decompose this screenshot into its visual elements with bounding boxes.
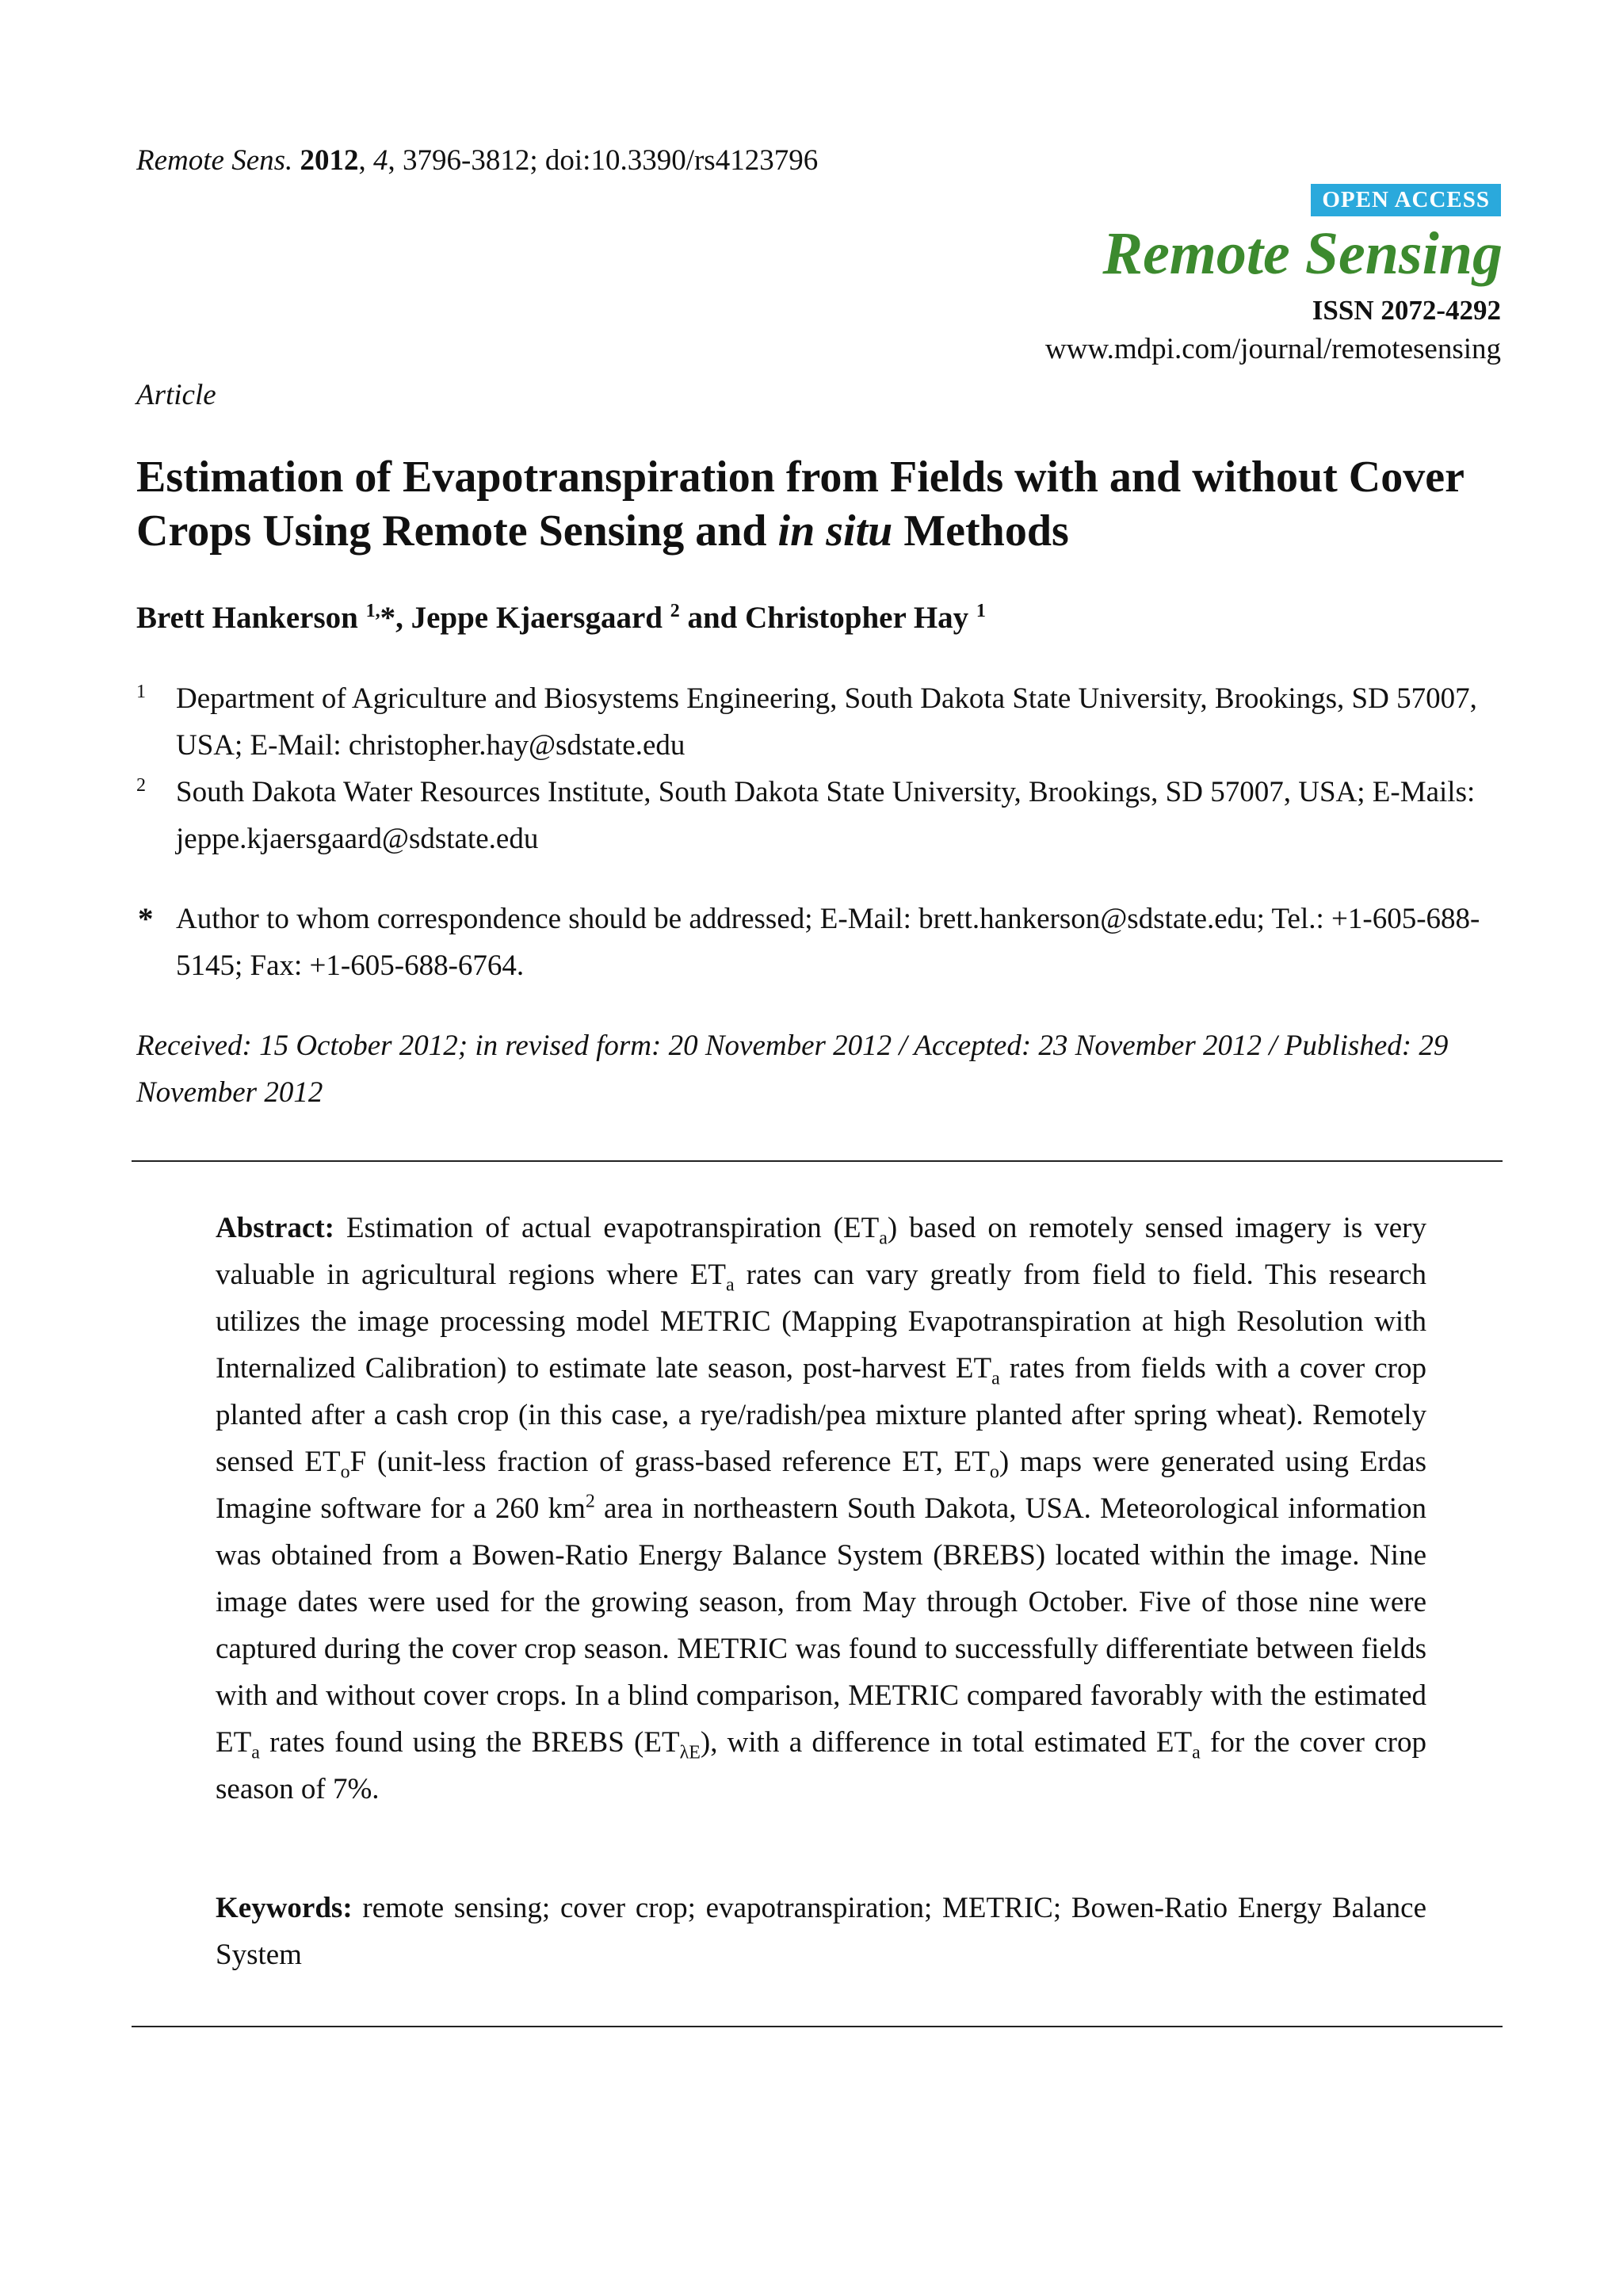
subscript: a <box>251 1742 260 1763</box>
author-affil-sup: 1 <box>976 601 986 621</box>
journal-name: Remote Sensing <box>1102 220 1503 287</box>
author-name: Christopher Hay <box>745 601 969 635</box>
abstract-label: Abstract: <box>216 1212 335 1244</box>
abstract-text: ) maps were generated using Erdas Imagine software for a 260 km <box>216 1446 1426 1525</box>
title-italic: in situ <box>777 506 893 556</box>
author-affil-sup: 2 <box>670 601 680 621</box>
keywords-text: remote sensing; cover crop; evapotranspiration; METRIC; Bowen-Ratio Energy Balance System <box>216 1892 1426 1971</box>
abstract-text: ) based on remotely sensed imagery is very valuable in agricultural regions where ET <box>216 1212 1426 1291</box>
title-part1: Estimation of Evapotranspiration from Fields with and without Cover Crops Using Remote Sensing and <box>136 453 1464 556</box>
author-name: Jeppe Kjaersgaard <box>411 601 663 635</box>
abstract-text: Estimation of actual evapotranspiration (ET <box>334 1212 880 1244</box>
divider-bottom <box>132 2026 1503 2027</box>
subscript: a <box>1192 1742 1201 1763</box>
correspondence-text: Author to whom correspondence should be addressed; E-Mail: brett.hankerson@sdstate.edu; Tel.: +1-605-688-5145; Fax: +1-605-688-6764. <box>176 903 1480 982</box>
abstract-text: ), with a difference in total estimated ET <box>700 1726 1193 1759</box>
open-access-badge: OPEN ACCESS <box>1311 184 1501 216</box>
abstract-text: rates found using the BREBS (ET <box>259 1726 680 1759</box>
title-part2: Methods <box>892 506 1069 556</box>
affiliation-1 <box>136 675 1507 769</box>
subscript: a <box>726 1274 735 1296</box>
subscript: a <box>879 1228 888 1249</box>
paper-title <box>136 450 1499 558</box>
abstract-text: F (unit-less fraction of grass-based reference ET, ET <box>349 1446 990 1478</box>
affiliation-text: South Dakota Water Resources Institute, South Dakota State University, Brookings, SD 57007, USA; E-Mails: jeppe.kjaersgaard@sdstate.edu <box>176 776 1476 855</box>
affiliation-marker: 1 <box>136 682 146 702</box>
author-affil-sup: 1, <box>365 601 380 621</box>
author-name: Brett Hankerson <box>136 601 358 635</box>
superscript: 2 <box>585 1491 595 1512</box>
publication-dates: Received: 15 October 2012; in revised form: 20 November 2012 / Accepted: 23 November 2012 / Published: 29 November 2012 <box>136 1030 1449 1109</box>
citation-pages-doi: , 3796-3812; doi:10.3390/rs4123796 <box>388 144 819 177</box>
author-separator: , <box>395 601 411 635</box>
subscript: o <box>989 1461 999 1483</box>
citation-volume: 4 <box>373 144 388 177</box>
subscript: λE <box>679 1742 701 1763</box>
author-corresponding-mark: * <box>380 601 396 635</box>
subscript: a <box>991 1368 1000 1389</box>
abstract <box>216 1205 1426 1813</box>
affiliation-marker: 2 <box>136 775 146 796</box>
citation-line: Remote Sens. 2012, 4, 3796-3812; doi:10.3390/rs4123796 <box>136 144 819 177</box>
journal-website-link[interactable]: www.mdpi.com/journal/remotesensing <box>1044 333 1501 365</box>
correspondence <box>136 896 1507 989</box>
divider-top <box>132 1160 1503 1162</box>
author-separator: and <box>679 601 746 635</box>
issn: ISSN 2072-4292 <box>1312 295 1501 326</box>
author-list <box>136 599 1499 637</box>
abstract-text: area in northeastern South Dakota, USA. Meteorological information was obtained from a Bowen-Ratio Energy Balance System (BREBS) located within the image. Nine image dates were used for the growing season, from May through October. Five of those nine were captured during the cover crop season. METRIC was found to successfully differentiate between fields with and without cover crops. In a blind comparison, METRIC compared favorably with the estimated ET <box>216 1492 1426 1759</box>
keywords <box>216 1885 1426 1978</box>
article-type: Article <box>136 379 216 411</box>
abstract-text: rates from fields with a cover crop planted after a cash crop (in this case, a rye/radish/pea mixture planted after spring wheat). Remotely sensed ET <box>216 1352 1426 1478</box>
affiliation-2 <box>136 769 1507 862</box>
subscript: o <box>340 1461 350 1483</box>
journal-abbrev: Remote Sens. <box>136 144 293 177</box>
correspondence-marker: * <box>138 902 154 936</box>
citation-year: 2012 <box>300 144 359 177</box>
affiliation-text: Department of Agriculture and Biosystems Engineering, South Dakota State University, Brookings, SD 57007, USA; E-Mail: christopher.hay@sdstate.edu <box>176 682 1477 762</box>
abstract-text: for the cover crop season of 7%. <box>216 1726 1426 1805</box>
keywords-label: Keywords: <box>216 1892 353 1924</box>
abstract-text: rates can vary greatly from field to field. This research utilizes the image processing model METRIC (Mapping Evapotranspiration at high Resolution with Internalized Calibration) to estimate late season, post-harvest ET <box>216 1259 1426 1385</box>
